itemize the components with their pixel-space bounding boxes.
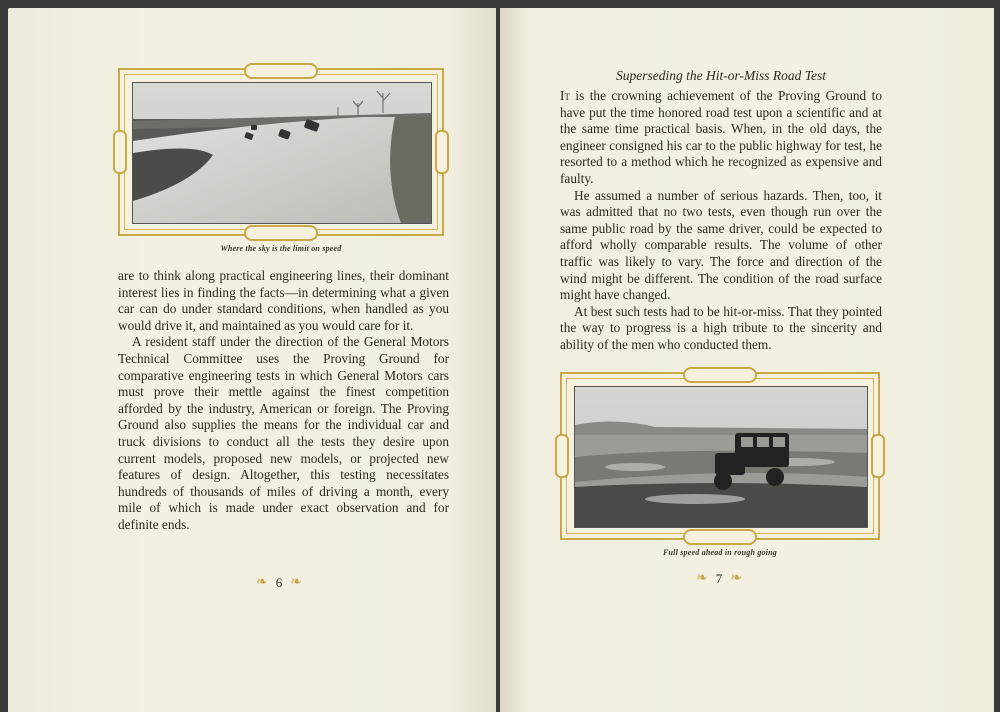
section-heading: Superseding the Hit-or-Miss Road Test xyxy=(616,68,826,83)
leaf-ornament-icon: ❧ xyxy=(256,575,268,590)
photo-speed-track xyxy=(132,82,432,224)
frame-ornament xyxy=(683,529,757,545)
photo-rough-going xyxy=(574,386,868,528)
right-page xyxy=(500,8,994,712)
leaf-ornament-icon: ❧ xyxy=(696,571,708,586)
drop-word: It xyxy=(560,88,570,103)
paragraph: A resident staff under the direction of the General Motors Technical Committee uses the Proving Ground for comparative engineering tests in which General Motors cars must prove their mettle against the finest competition afforded by the industry, American or foreign. The Proving Ground also supplies the means for the individual car and truck divisions to conduct all the tests they desire upon current models, proposed new models, or projected new features of design. Altogether, this testing necessitates hundreds of thousands of miles of driving a month, every mile of which is made under exact observation and for definite ends. xyxy=(118,334,449,532)
page-number-right xyxy=(696,570,742,587)
frame-ornament xyxy=(435,130,449,174)
frame-ornament xyxy=(244,63,318,79)
page-number: 6 xyxy=(275,574,283,590)
frame-ornament xyxy=(555,434,569,478)
frame-ornament xyxy=(683,367,757,383)
body-text-right xyxy=(560,88,882,354)
leaf-ornament-icon: ❧ xyxy=(730,571,742,586)
left-page xyxy=(8,8,496,712)
frame-ornament xyxy=(871,434,885,478)
paragraph: At best such tests had to be hit-or-miss. That they pointed the way to progress is a high tribute to the sincerity and ability of the men who conducted them. xyxy=(560,303,882,352)
paragraph: is the crowning achievement of the Proving Ground to have put the time honored road test upon a scientific and at the same time practical basis. When, in the old days, the engineer consigned his car to the public highway for test, he resorted to a method which he recognized as expensive and faulty. xyxy=(560,88,882,186)
leaf-ornament-icon: ❧ xyxy=(290,575,302,590)
photo-caption-right: Full speed ahead in rough going xyxy=(662,548,777,557)
frame-ornament xyxy=(113,130,127,174)
paragraph: He assumed a number of serious hazards. Then, too, it was admitted that no two tests, even though run over the same public road by the same driver, could be expected to afford wholly comparable results. The volume of other traffic was likely to vary. The force and direction of the wind might be different. The condition of the road surface might have changed. xyxy=(560,187,882,303)
paragraph: are to think along practical engineering lines, their dominant interest lies in finding the facts—in determining what a given car can do under standard conditions, when handled as you would drive it, and maintained as you would care for it. xyxy=(118,268,449,333)
photo-frame-right xyxy=(560,372,880,540)
photo-caption-left: Where the sky is the limit on speed xyxy=(220,244,342,253)
body-text-left xyxy=(118,268,449,534)
page-number: 7 xyxy=(715,570,723,586)
frame-ornament xyxy=(244,225,318,241)
page-number-left xyxy=(256,574,302,591)
photo-frame-left xyxy=(118,68,444,236)
